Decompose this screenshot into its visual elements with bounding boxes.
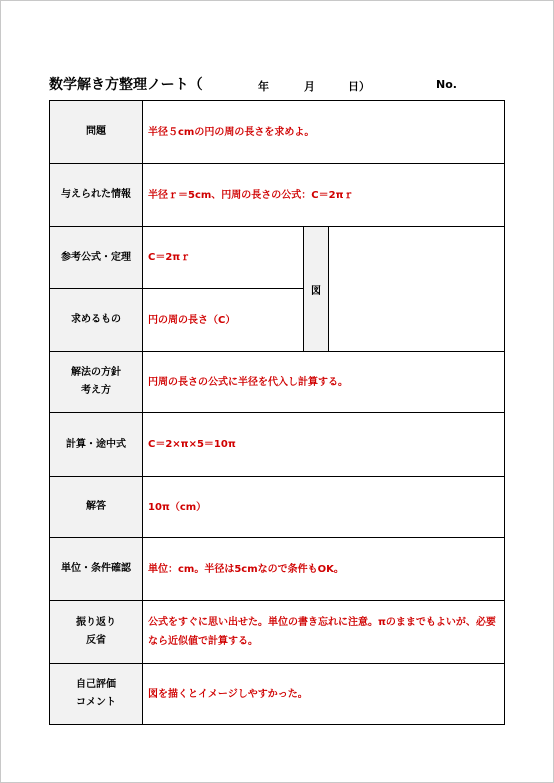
- formula-value[interactable]: C＝2πｒ: [143, 227, 304, 289]
- self-eval-label: 自己評価 コメント: [50, 664, 143, 725]
- row-formula: [50, 227, 505, 289]
- calc-label: 計算・途中式: [50, 413, 143, 477]
- row-answer: [50, 477, 505, 538]
- given-value[interactable]: 半径ｒ＝5cm、円周の長さの公式：C＝2πｒ: [143, 164, 505, 227]
- row-self-eval: [50, 664, 505, 725]
- approach-label: 解法の方針 考え方: [50, 352, 143, 413]
- reflection-value[interactable]: 公式をすぐに思い出せた。単位の書き忘れに注意。πのままでもよいが、必要なら近似値で計算する。: [143, 601, 505, 664]
- row-reflection: [50, 601, 505, 664]
- row-problem: [50, 101, 505, 164]
- approach-value[interactable]: 円周の長さの公式に半径を代入し計算する。: [143, 352, 505, 413]
- number-label: No.: [436, 78, 457, 91]
- worksheet-table: [49, 100, 505, 725]
- figure-area[interactable]: [329, 227, 505, 352]
- row-approach: [50, 352, 505, 413]
- target-value[interactable]: 円の周の長さ（C）: [143, 289, 304, 352]
- formula-label: 参考公式・定理: [50, 227, 143, 289]
- answer-label: 解答: [50, 477, 143, 538]
- row-check: [50, 538, 505, 601]
- problem-value[interactable]: 半径５cmの円の周の長さを求めよ。: [143, 101, 505, 164]
- sheet-title: 数学解き方整理ノート（: [49, 77, 203, 93]
- self-eval-value[interactable]: 図を描くとイメージしやすかった。: [143, 664, 505, 725]
- row-given: [50, 164, 505, 227]
- year-label: 年: [258, 80, 269, 93]
- target-label: 求めるもの: [50, 289, 143, 352]
- given-label: 与えられた情報: [50, 164, 143, 227]
- answer-value[interactable]: 10π（cm）: [143, 477, 505, 538]
- day-label: 日）: [348, 80, 370, 93]
- check-value[interactable]: 単位：cm。半径は5cmなので条件もOK。: [143, 538, 505, 601]
- check-label: 単位・条件確認: [50, 538, 143, 601]
- calc-value[interactable]: C＝2×π×5＝10π: [143, 413, 505, 477]
- figure-label: 図: [304, 227, 329, 352]
- month-label: 月: [304, 80, 315, 93]
- problem-label: 問題: [50, 101, 143, 164]
- reflection-label: 振り返り 反省: [50, 601, 143, 664]
- row-calc: [50, 413, 505, 477]
